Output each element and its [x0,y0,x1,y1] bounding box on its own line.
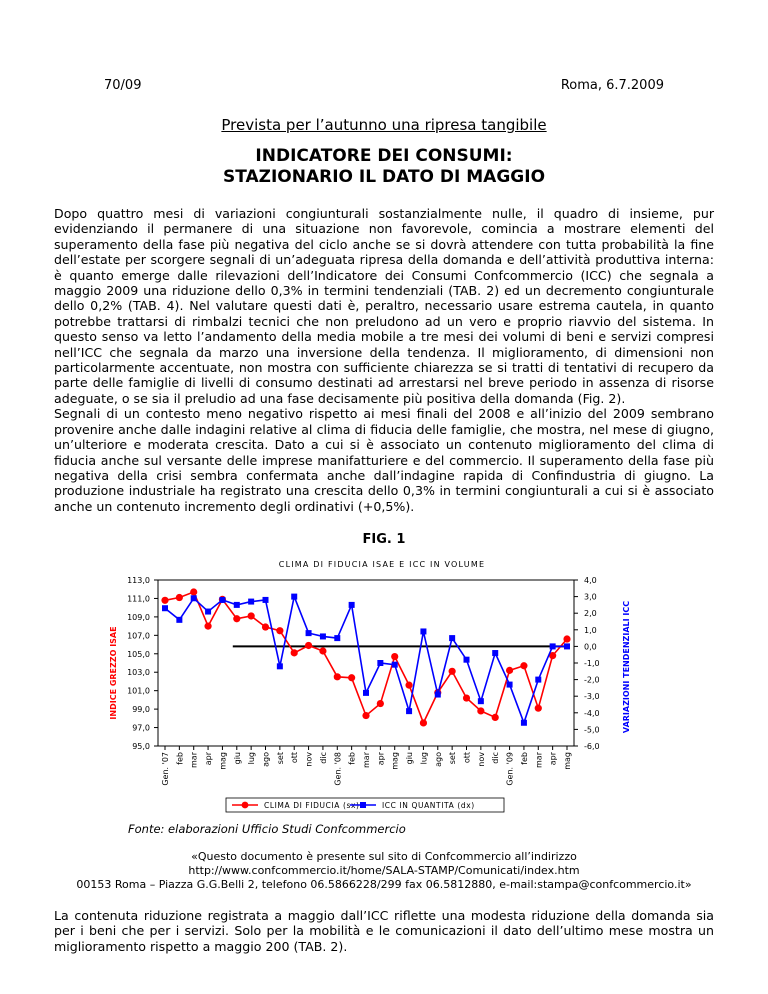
right-axis-tick-label: -5,0 [584,725,600,735]
clima-fiducia-point [291,649,298,656]
x-axis-tick-label: feb [519,752,529,765]
x-axis-tick-label: giu [232,752,242,765]
left-axis-tick-label: 97,0 [132,723,150,733]
figure-label: FIG. 1 [362,532,406,547]
line-chart [100,556,660,818]
clima-fiducia-point [405,682,412,689]
clima-fiducia-point [161,597,168,604]
x-axis-tick-label: nov [304,752,314,767]
left-axis-tick-label: 103,0 [127,668,150,678]
clima-fiducia-point [506,667,513,674]
clima-fiducia-point [449,668,456,675]
x-axis-tick-label: ago [261,752,271,767]
clima-fiducia-point [391,653,398,660]
chart-title: CLIMA DI FIDUCIA ISAE E ICC IN VOLUME [278,560,486,569]
clima-fiducia-point [305,642,312,649]
x-axis-tick-label: nov [476,752,486,767]
x-axis-tick-label: dic [318,752,328,764]
icc-quantita-legend-label: ICC IN QUANTITA (dx) [382,801,475,810]
right-axis-tick-label: 3,0 [584,592,597,602]
left-axis-tick-label: 101,0 [127,686,150,696]
left-axis-tick-label: 95,0 [132,742,150,751]
icc-quantita-point [248,599,254,605]
clima-fiducia-point [477,707,484,714]
icc-quantita-point [449,635,455,641]
icc-quantita-point [191,595,197,601]
clima-fiducia-point [520,662,527,669]
right-axis-tick-label: -2,0 [584,675,600,685]
left-axis-tick-label: 113,0 [127,576,150,585]
clima-fiducia-point [176,594,183,601]
clima-fiducia-point [204,623,211,630]
document-number: 70/09 [104,78,142,93]
page-subtitle: Prevista per l’autunno una ripresa tangibile [221,116,547,134]
x-axis-tick-label: Gen. '09 [505,752,515,786]
icc-quantita-point [420,628,426,634]
x-axis-tick-label: set [275,752,285,765]
icc-quantita-point [176,617,182,623]
icc-quantita-point [521,720,527,726]
left-axis-tick-label: 99,0 [132,705,150,715]
x-axis-tick-label: mag [563,752,572,770]
clima-fiducia-point [362,712,369,719]
right-axis-tick-label: -4,0 [584,708,600,718]
left-axis-tick-label: 111,0 [127,594,150,604]
footnote-url: http://www.confcommercio.it/home/SALA-STAMP/Comunicati/index.htm [188,864,580,877]
footnote-contact: 00153 Roma – Piazza G.G.Belli 2, telefono 06.5866228/299 fax 06.5812880, e-mail:stampa@confcommercio.it» [76,878,692,891]
icc-quantita-point [334,635,340,641]
x-axis-tick-label: mar [534,752,544,768]
closing-paragraph: La contenuta riduzione registrata a maggio dall’ICC riflette una modesta riduzione della domanda sia per i beni che per i servizi. Solo per la mobilità e le comunicazioni il dato dell’ultimo mese mostra un miglioramento rispetto a maggio 200 (TAB. 2). [54,908,714,954]
clima-fiducia-legend-marker [242,802,249,809]
left-axis-tick-label: 105,0 [127,649,150,659]
headline-line-2: STAZIONARIO IL DATO DI MAGGIO [222,167,546,187]
x-axis-tick-label: mag [218,752,228,770]
x-axis-tick-label: mar [189,752,199,768]
clima-fiducia-point [319,647,326,654]
icc-quantita-point [277,663,283,669]
body-text [54,206,714,514]
icc-quantita-point [205,609,211,615]
left-axis-tick-label: 109,0 [127,612,150,622]
clima-fiducia-point [276,627,283,634]
right-axis-tick-label: 1,0 [584,625,597,635]
body-paragraph: Dopo quattro mesi di variazioni congiunturali sostanzialmente nulle, il quadro di insieme, pur evidenziando il permanere di una situazione non favorevole, comincia a mostrare elementi del superamento della fase più negativa del ciclo anche se si dovrà attendere con tutta probabilità la fine dell’estate per scorgere segnali di un’adeguata ripresa della domanda e dell’attività produttiva interna: è quanto emerge dalle rilevazioni dell’Indicatore dei Consumi Confcommercio (ICC) che segnala a maggio 2009 una riduzione dello 0,3% in termini tendenziali (TAB. 2) ed un decremento congiunturale dello 0,2% (TAB. 4). Nel valutare questi dati è, peraltro, necessario usare estrema cautela, in quanto potrebbe trattarsi di rimbalzi tecnici che non preludono ad un vero e proprio riavvio del sistema. In questo senso va letto l’andamento della media mobile a tre mesi dei volumi di beni e servizi compresi nell’ICC che segnala da marzo una inversione della tendenza. Il miglioramento, di dimensioni non particolarmente accentuate, non mostra con sufficiente chiarezza se si tratti di tentativi di recupero da parte delle famiglie di livelli di consumo destinati ad arrestarsi nel breve periodo in assenza di risorse adeguate, o se sia il preludio ad una fase decisamente più positiva della domanda (Fig. 2). [54,206,714,406]
x-axis-tick-label: mar [362,752,371,768]
left-axis-tick-label: 107,0 [127,631,150,641]
icc-quantita-point [435,692,441,698]
x-axis-tick-label: apr [376,752,386,766]
clima-fiducia-point [190,588,197,595]
icc-quantita-point [234,602,240,608]
left-axis-label: INDICE GREZZO ISAE [109,626,118,720]
icc-quantita-point [219,597,225,603]
icc-quantita-point [507,682,513,688]
clima-fiducia-point [535,705,542,712]
body-paragraph: Segnali di un contesto meno negativo rispetto ai mesi finali del 2008 e all’inizio del 2009 sembrano provenire anche dalle indagini relative al clima di fiducia delle famiglie, che mostra, nel mese di giugno, un’ulteriore e moderata crescita. Dato a cui si è associato un contenuto miglioramento del clima di fiducia anche sul versante delle imprese manifatturiere e del commercio. Il superamento della fase più negativa della crisi sembra confermata anche dall’indagine rapida di Confindustria di giugno. La produzione industriale ha registrato una crescita dello 0,3% in termini congiunturali a cui si è associato anche un contenuto incremento degli ordinativi (+0,5%). [54,406,714,514]
icc-quantita-point [564,643,570,649]
x-axis-tick-label: giu [405,752,415,765]
icc-quantita-point [263,597,269,603]
clima-fiducia-point [233,615,240,622]
icc-quantita-point [535,677,541,683]
x-axis-tick-label: Gen. '07 [161,752,170,786]
clima-fiducia-point [377,700,384,707]
x-axis-tick-label: lug [247,752,257,765]
clima-fiducia-point [563,635,570,642]
clima-fiducia-point [463,694,470,701]
icc-quantita-legend-marker [360,802,366,808]
icc-quantita-point [550,643,556,649]
x-axis-tick-label: apr [548,752,558,766]
chart-source: Fonte: elaborazioni Ufficio Studi Confcommercio [128,822,406,836]
clima-fiducia-point [420,719,427,726]
right-axis-tick-label: 4,0 [584,576,597,585]
right-axis-tick-label: -6,0 [584,742,600,751]
clima-fiducia-point [262,623,269,630]
icc-quantita-point [306,630,312,636]
icc-quantita-point [464,657,470,663]
page-headline [0,146,768,188]
icc-quantita-point [291,594,297,600]
x-axis-tick-label: ott [462,752,472,764]
x-axis-tick-label: feb [175,752,185,765]
x-axis-tick-label: apr [204,752,214,766]
x-axis-tick-label: mag [390,752,400,770]
headline-line-1: INDICATORE DEI CONSUMI: [255,146,513,166]
right-axis-tick-label: -1,0 [584,659,600,668]
icc-quantita-point [478,698,484,704]
right-axis-tick-label: -3,0 [584,692,600,702]
icc-quantita-point [363,690,369,696]
icc-quantita-point [349,602,355,608]
clima-fiducia-point [492,714,499,721]
clima-fiducia-point [248,612,255,619]
right-axis-label: VARIAZIONI TENDENZIALI ICC [622,600,631,734]
right-axis-tick-label: 0,0 [584,642,597,652]
x-axis-tick-label: feb [347,752,357,765]
right-axis-tick-label: 2,0 [584,609,597,619]
clima-fiducia-point [348,674,355,681]
x-axis-tick-label: dic [491,752,501,764]
x-axis-tick-label: ago [433,752,443,767]
clima-fiducia-point [334,673,341,680]
icc-quantita-point [492,650,498,656]
document-date: Roma, 6.7.2009 [560,78,664,93]
footnote [0,850,768,892]
footnote-line: «Questo documento è presente sul sito di Confcommercio all’indirizzo [191,850,577,863]
icc-quantita-point [320,633,326,639]
icc-quantita-point [162,605,168,611]
x-axis-tick-label: Gen. '08 [333,752,343,786]
icc-quantita-point [392,662,398,668]
x-axis-tick-label: set [448,752,458,765]
icc-quantita-point [377,660,383,666]
x-axis-tick-label: lug [419,752,429,765]
x-axis-tick-label: ott [290,752,300,764]
clima-fiducia-legend-label: CLIMA DI FIDUCIA (sx) [264,801,360,810]
icc-quantita-point [406,708,412,714]
